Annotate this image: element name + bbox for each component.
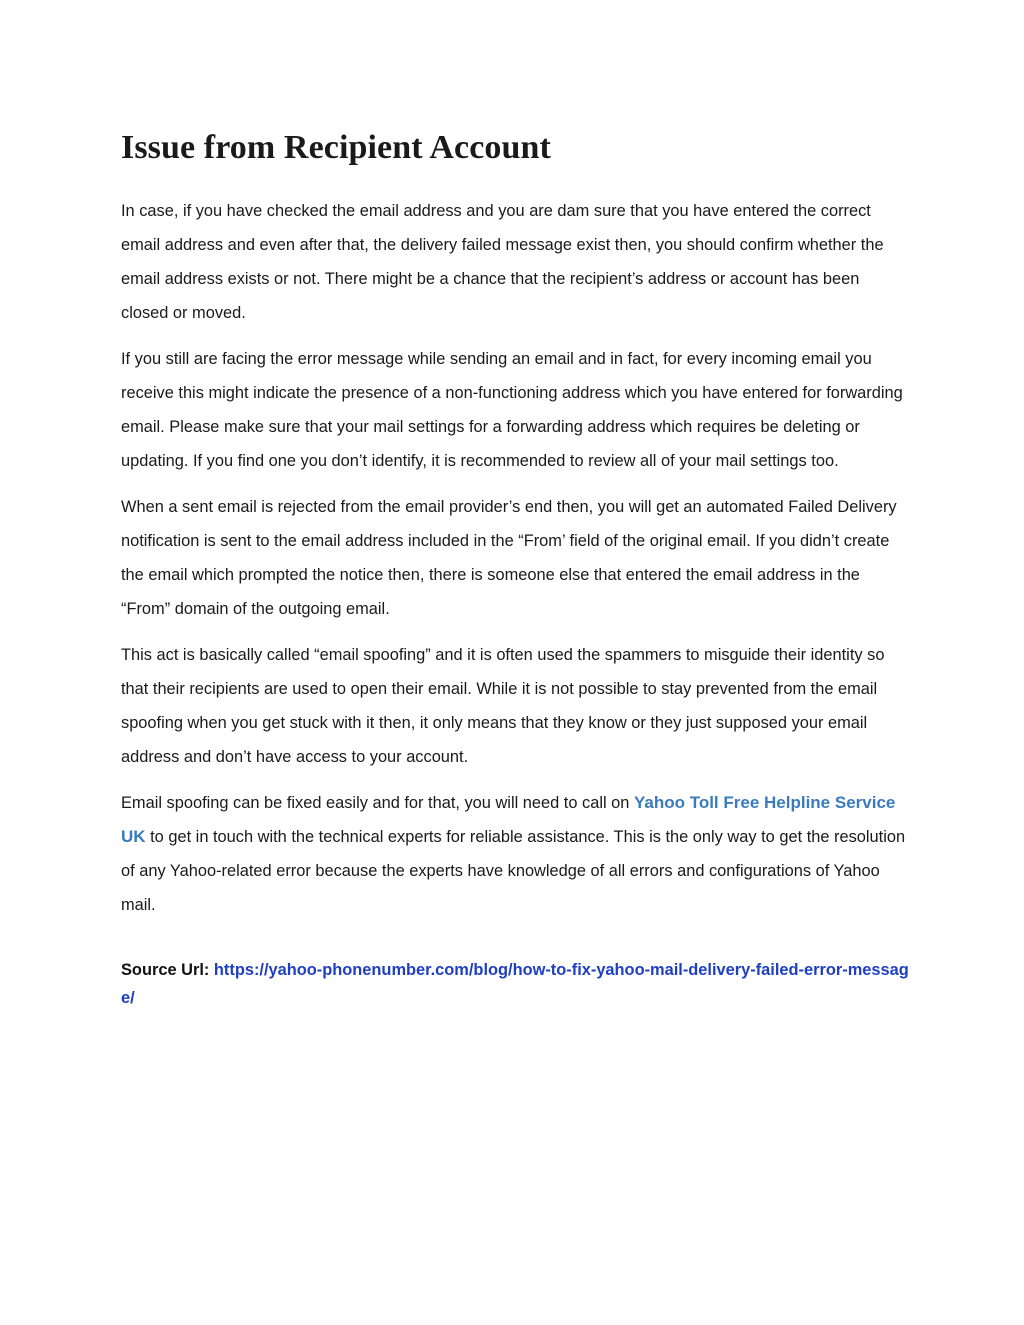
source-url-link[interactable]: https://yahoo-phonenumber.com/blog/how-to-fix-yahoo-mail-delivery-failed-error-message/ <box>121 961 909 1007</box>
paragraph-2: If you still are facing the error message while sending an email and in fact, for every incoming email you receive this might indicate the presence of a non-functioning address which you have entered for forwarding email. Please make sure that your mail settings for a forwarding address which requires be deleting or updating. If you find one you don’t identify, it is recommended to review all of your mail settings too. <box>121 350 903 470</box>
paragraph-4: This act is basically called “email spoofing” and it is often used the spammers to misguide their identity so that their recipients are used to open their email. While it is not possible to stay prevented from the email spoofing when you get stuck with it then, it only means that they know or they just supposed your email address and don’t have access to your account. <box>121 646 885 766</box>
source-url-label: Source Url: <box>121 961 214 979</box>
paragraph-1: In case, if you have checked the email address and you are dam sure that you have entered the correct email address and even after that, the delivery failed message exist then, you should confirm whether the email address exists or not. There might be a chance that the recipient’s address or account has been closed or moved. <box>121 202 884 322</box>
paragraph-5 <box>121 786 911 922</box>
page-title: Issue from Recipient Account <box>121 129 551 166</box>
source-url-line <box>121 956 911 1012</box>
helpline-service-link[interactable]: Yahoo Toll Free Helpline Service UK <box>121 793 896 846</box>
paragraph-3: When a sent email is rejected from the email provider’s end then, you will get an automated Failed Delivery notification is sent to the email address included in the “From’ field of the original email. If you didn’t create the email which prompted the notice then, there is someone else that entered the email address in the “From” domain of the outgoing email. <box>121 498 897 618</box>
paragraph-5-after-link: to get in touch with the technical experts for reliable assistance. This is the only way to get the resolution of any Yahoo-related error because the experts have knowledge of all errors and configurations of Yahoo mail. <box>121 828 906 914</box>
document-body <box>121 128 911 1012</box>
paragraph-5-before-link: Email spoofing can be fixed easily and for that, you will need to call on <box>121 794 634 812</box>
